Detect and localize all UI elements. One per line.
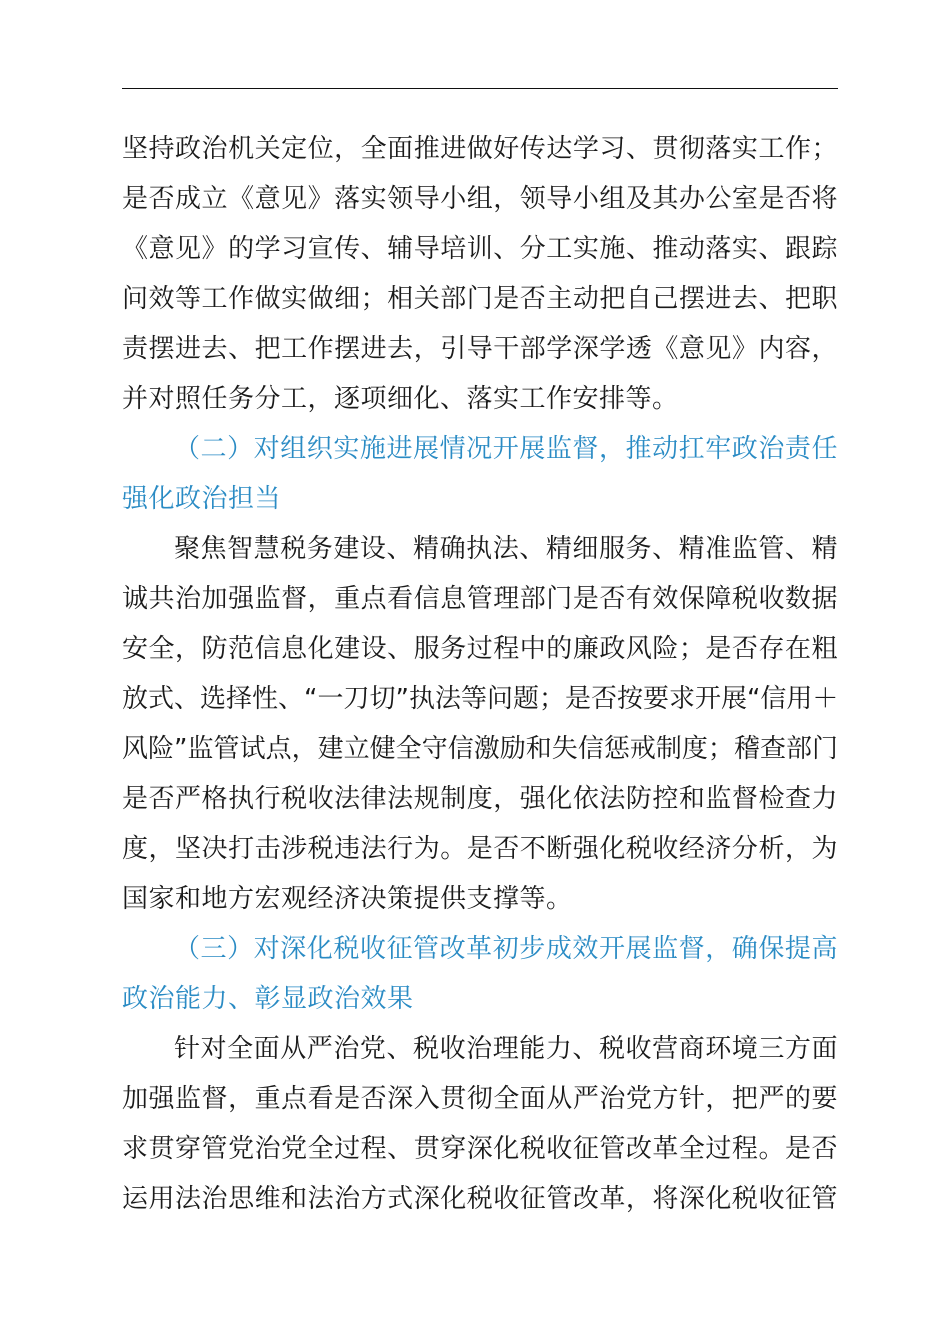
- paragraph-line: 运用法治思维和法治方式深化税收征管改革，将深化税收征管: [122, 1184, 838, 1214]
- header-rule: [122, 88, 838, 89]
- paragraph-line: 国家和地方宏观经济决策提供支撑等。: [122, 884, 573, 914]
- section-heading-line: （三）对深化税收征管改革初步成效开展监督，确保提高: [174, 934, 838, 964]
- paragraph-line: 针对全面从严治党、税收治理能力、税收营商环境三方面: [174, 1034, 838, 1064]
- paragraph-line: 是否成立《意见》落实领导小组，领导小组及其办公室是否将: [122, 184, 838, 214]
- document-body: [122, 124, 838, 1224]
- section-heading-line: 强化政治担当: [122, 484, 282, 514]
- paragraph-line: 诚共治加强监督，重点看信息管理部门是否有效保障税收数据: [122, 584, 838, 614]
- paragraph-line: 聚焦智慧税务建设、精确执法、精细服务、精准监管、精: [174, 534, 838, 564]
- paragraph-line: 责摆进去、把工作摆进去，引导干部学深学透《意见》内容，: [122, 334, 838, 364]
- section-heading-line: （二）对组织实施进展情况开展监督，推动扛牢政治责任: [174, 434, 838, 464]
- paragraph-line: 问效等工作做实做细；相关部门是否主动把自己摆进去、把职: [122, 284, 838, 314]
- paragraph-line: 放式、选择性、“一刀切”执法等问题；是否按要求开展“信用＋: [122, 684, 839, 714]
- paragraph-line: 坚持政治机关定位，全面推进做好传达学习、贯彻落实工作；: [122, 134, 838, 164]
- paragraph-line: 加强监督，重点看是否深入贯彻全面从严治党方针，把严的要: [122, 1084, 838, 1114]
- paragraph-line: 是否严格执行税收法律法规制度，强化依法防控和监督检查力: [122, 784, 838, 814]
- paragraph-line: 求贯穿管党治党全过程、贯穿深化税收征管改革全过程。是否: [122, 1134, 838, 1164]
- paragraph-line: 度，坚决打击涉税违法行为。是否不断强化税收经济分析，为: [122, 834, 838, 864]
- section-heading-line: 政治能力、彰显政治效果: [122, 984, 414, 1014]
- paragraph-line: 安全，防范信息化建设、服务过程中的廉政风险；是否存在粗: [122, 634, 838, 664]
- paragraph-line: 并对照任务分工，逐项细化、落实工作安排等。: [122, 384, 679, 414]
- paragraph-line: 《意见》的学习宣传、辅导培训、分工实施、推动落实、跟踪: [122, 234, 838, 264]
- paragraph-line: 风险”监管试点，建立健全守信激励和失信惩戒制度；稽查部门: [122, 734, 838, 764]
